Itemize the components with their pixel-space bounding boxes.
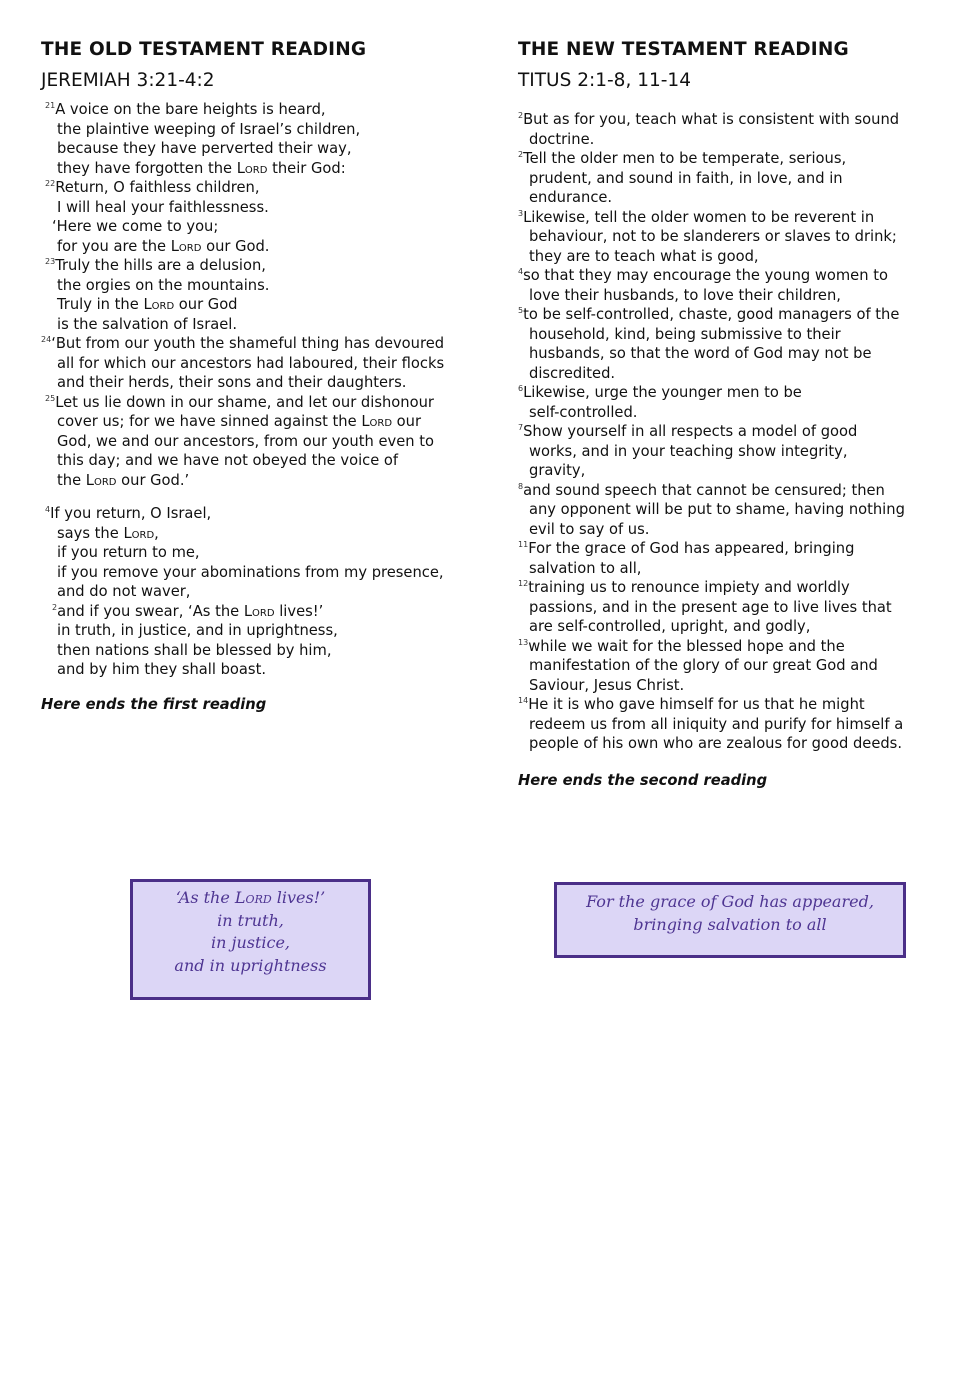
scripture-line: says the Lord, <box>57 524 159 542</box>
scripture-line: $^4$so that they may encourage the young women to <box>518 267 888 284</box>
scripture-line: if you remove your abominations from my presence, <box>57 563 444 581</box>
scripture-line: $^{14}$He it is who gave himself for us that he might <box>518 696 865 713</box>
second-reading-ending: Here ends the second reading <box>518 771 768 789</box>
scripture-line: works, and in your teaching show integrity, <box>529 442 848 460</box>
scripture-line: $^{24}$‘But from our youth the shameful thing has devoured <box>41 335 445 352</box>
lord-small-caps: Lord <box>234 888 272 907</box>
verse-number: 3 <box>518 208 524 218</box>
scripture-line: I will heal your faithlessness. <box>57 198 269 216</box>
verse-number: 21 <box>45 101 56 110</box>
scripture-line: for you are the Lord our God. <box>57 237 270 255</box>
scripture-line: gravity, <box>529 462 586 479</box>
verse-number: 25 <box>45 393 56 403</box>
scripture-line: evil to say of us. <box>529 520 650 538</box>
scripture-line: if you return to me, <box>57 544 200 561</box>
scripture-line: they are to teach what is good, <box>529 247 759 265</box>
lord-small-caps: Lord <box>361 413 393 430</box>
verse-number: 7 <box>518 423 524 432</box>
verse-number: 12 <box>518 579 529 588</box>
scripture-line: doctrine. <box>529 130 595 148</box>
scripture-line: Saviour, Jesus Christ. <box>529 676 685 694</box>
new-testament-passage <box>518 110 948 754</box>
scripture-line: $^{11}$For the grace of God has appeared, bringing <box>518 540 855 557</box>
scripture-line: $^4$If you return, O Israel, <box>45 505 212 522</box>
scripture-line: husbands, so that the word of God may not be <box>529 345 872 362</box>
scripture-line: they have forgotten the Lord their God: <box>57 159 346 177</box>
scripture-line: the Lord our God.’ <box>57 471 190 489</box>
scripture-line: and their herds, their sons and their daughters. <box>57 374 407 391</box>
scripture-line: $^2$and if you swear, ‘As the Lord lives!’ <box>52 602 324 620</box>
old-testament-passage <box>41 100 491 490</box>
verse-number: 24 <box>41 335 52 344</box>
scripture-line: ‘Here we come to you; <box>52 218 219 235</box>
verse-number: 4 <box>45 505 51 514</box>
callout-line: and in uprightness <box>174 955 327 975</box>
scripture-line: $^{23}$Truly the hills are a delusion, <box>45 257 266 274</box>
stanza-gap <box>41 490 491 502</box>
scripture-line: endurance. <box>529 189 613 206</box>
new-testament-reference: TITUS 2:1-8, 11-14 <box>518 70 691 91</box>
scripture-line: then nations shall be blessed by him, <box>57 641 332 659</box>
scripture-line: love their husbands, to love their children, <box>529 286 841 304</box>
verse-number: 6 <box>518 384 524 393</box>
scripture-line: all for which our ancestors had laboured, their flocks <box>57 354 445 372</box>
old-testament-column <box>41 36 491 713</box>
callout-line: in justice, <box>210 933 291 952</box>
verse-number: 14 <box>518 696 529 705</box>
scripture-line: is the salvation of Israel. <box>57 315 238 333</box>
scripture-line: household, kind, being submissive to their <box>529 325 841 343</box>
scripture-line: any opponent will be put to shame, having nothing <box>529 501 905 518</box>
scripture-line: $^2$But as for you, teach what is consistent with sound <box>518 111 900 128</box>
scripture-line: $^2$Tell the older men to be temperate, serious, <box>518 150 847 167</box>
scripture-line: the orgies on the mountains. <box>57 276 270 294</box>
scripture-line: $^5$to be self-controlled, chaste, good managers of the <box>518 306 900 323</box>
verse-number: 2 <box>518 111 524 120</box>
scripture-line: $^7$Show yourself in all respects a model of good <box>518 423 858 440</box>
scripture-line: salvation to all, <box>529 559 642 577</box>
scripture-line: in truth, in justice, and in uprightness, <box>57 622 338 639</box>
scripture-line: this day; and we have not obeyed the voice of <box>57 452 399 469</box>
scripture-line: discredited. <box>529 364 616 382</box>
verse-number: 11 <box>518 540 529 549</box>
lord-small-caps: Lord <box>143 296 175 313</box>
new-testament-column <box>518 36 948 789</box>
verse-number: 2 <box>518 150 524 159</box>
verse-number: 22 <box>45 179 56 188</box>
callout-box-as-the-lord-lives <box>130 879 371 1000</box>
old-testament-reference: JEREMIAH 3:21-4:2 <box>41 70 215 91</box>
scripture-line: manifestation of the glory of our great God and <box>529 657 878 674</box>
scripture-line: self-controlled. <box>529 403 638 421</box>
lord-small-caps: Lord <box>170 237 202 255</box>
scripture-line: behaviour, not to be slanderers or slaves to drink; <box>529 228 897 245</box>
callout-line: bringing salvation to all <box>633 914 827 934</box>
lord-small-caps: Lord <box>123 524 155 542</box>
verse-number: 23 <box>45 257 56 266</box>
lord-small-caps: Lord <box>236 159 268 177</box>
verse-number: 2 <box>52 602 58 612</box>
scripture-line: Truly in the Lord our God <box>57 296 238 313</box>
scripture-line: passions, and in the present age to live lives that <box>529 598 892 616</box>
scripture-line: people of his own who are zealous for good deeds. <box>529 735 902 752</box>
scripture-line: $^6$Likewise, urge the younger men to be <box>518 384 802 401</box>
scripture-line: $^{12}$training us to renounce impiety and worldly <box>518 579 850 596</box>
callout-line: ‘As the Lord lives!’ <box>175 888 326 907</box>
scripture-line: $^{13}$while we wait for the blessed hope and the <box>518 637 845 655</box>
verse-number: 8 <box>518 481 524 491</box>
scripture-line: $^3$Likewise, tell the older women to be reverent in <box>518 208 875 226</box>
scripture-line: and by him they shall boast. <box>57 661 266 678</box>
lord-small-caps: Lord <box>85 471 117 489</box>
verse-number: 13 <box>518 637 529 647</box>
scripture-line: are self-controlled, upright, and godly, <box>529 618 811 635</box>
scripture-line: $^8$and sound speech that cannot be censured; then <box>518 481 885 499</box>
scripture-line: because they have perverted their way, <box>57 140 352 157</box>
old-testament-passage-continued <box>41 504 491 680</box>
callout-line: For the grace of God has appeared, <box>586 892 874 911</box>
scripture-line: and do not waver, <box>57 583 191 600</box>
scripture-line: redeem us from all iniquity and purify for himself a <box>529 715 904 733</box>
new-testament-heading: THE NEW TESTAMENT READING <box>518 39 849 60</box>
old-testament-heading: THE OLD TESTAMENT READING <box>41 39 367 60</box>
lord-small-caps: Lord <box>243 602 275 620</box>
scripture-line: prudent, and sound in faith, in love, and in <box>529 169 843 187</box>
scripture-line: $^{22}$Return, O faithless children, <box>45 179 260 196</box>
first-reading-ending: Here ends the first reading <box>41 695 267 713</box>
scripture-line: God, we and our ancestors, from our youth even to <box>57 432 434 450</box>
callout-line: in truth, <box>217 910 284 930</box>
scripture-line: $^{25}$Let us lie down in our shame, and let our dishonour <box>45 393 434 411</box>
callout-box-grace-of-god <box>554 882 906 958</box>
scripture-line: cover us; for we have sinned against the Lord our <box>57 413 422 430</box>
verse-number: 4 <box>518 267 524 276</box>
scripture-line: $^{21}$A voice on the bare heights is heard, <box>45 101 326 118</box>
verse-number: 5 <box>518 306 524 315</box>
scripture-line: the plaintive weeping of Israel’s children, <box>57 120 361 138</box>
